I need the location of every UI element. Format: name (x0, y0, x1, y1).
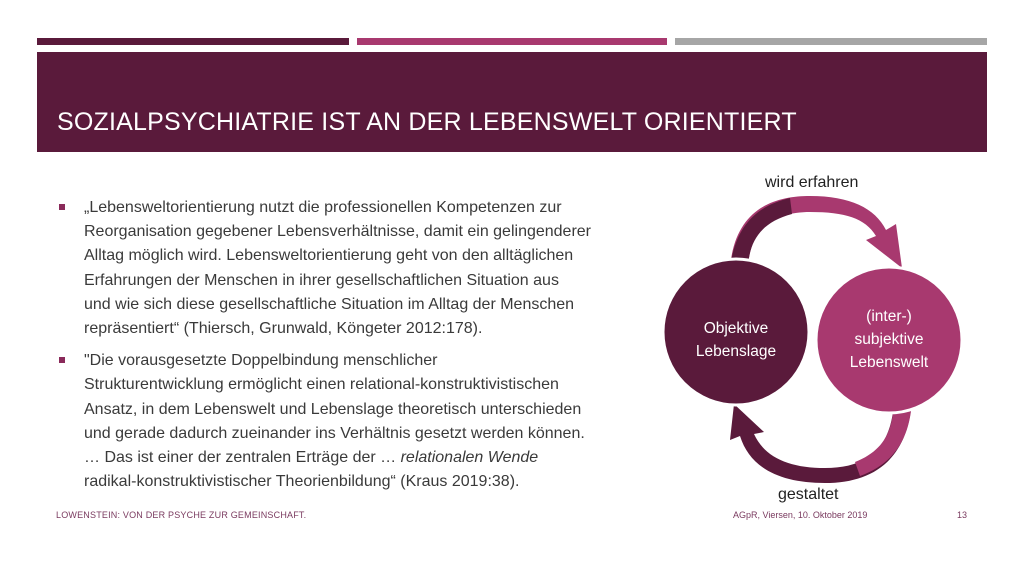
accent-bar-gray (675, 38, 987, 45)
cycle-diagram (650, 168, 990, 513)
slide-number: 13 (957, 510, 968, 520)
title-banner (37, 52, 987, 152)
left-circle-label: Objektive Lebenslage (695, 320, 777, 360)
top-arrow-label: wird erfahren (765, 174, 859, 191)
body-content (56, 196, 636, 502)
accent-bar-dark (37, 38, 349, 45)
bullet-item-2 (56, 349, 636, 494)
footer-event: AGpR, Viersen, 10. Oktober 2019 (733, 510, 868, 520)
bullet-text-2: "Die vorausgesetzte Doppelbindung menschlicher Strukturentwicklung ermöglicht einen relational-konstruktivistischen Ansatz, in dem Lebenswelt und Lebenslage theoretisch unterschieden und gerade dadurch zueinander ins Verhältnis gesetzt werden können. … Das ist einer der zentralen Erträge der … relationalen Wende radikal-konstruktivistischer Theorienbildung“ (Kraus 2019:38). (84, 352, 585, 491)
bottom-arrow-label: gestaltet (778, 486, 839, 503)
slide-title: SOZIALPSYCHIATRIE IST AN DER LEBENSWELT ORIENTIERT (57, 108, 797, 136)
square-bullet-icon (59, 204, 65, 210)
square-bullet-icon (59, 357, 65, 363)
italic-phrase: relationalen Wende (400, 449, 539, 467)
right-circle-label: (inter-) subjektive Lebenswelt (849, 308, 929, 371)
footer-author: LOWENSTEIN: VON DER PSYCHE ZUR GEMEINSCHAFT. (56, 510, 307, 520)
bullet-item-1 (56, 196, 636, 341)
accent-bar-magenta (357, 38, 667, 45)
bullet-text-1: „Lebensweltorientierung nutzt die professionellen Kompetenzen zur Reorganisation gegebener Lebensverhältnisse, damit ein gelingenderer Alltag möglich wird. Lebensweltorientierung geht von den alltäglichen Erfahrungen der Menschen in ihrer gesellschaftlichen Situation aus und wie sich diese gesellschaftliche Situation im Alltag der Menschen repräsentiert“ (Thiersch, Grunwald, Köngeter 2012:178). (84, 199, 592, 338)
